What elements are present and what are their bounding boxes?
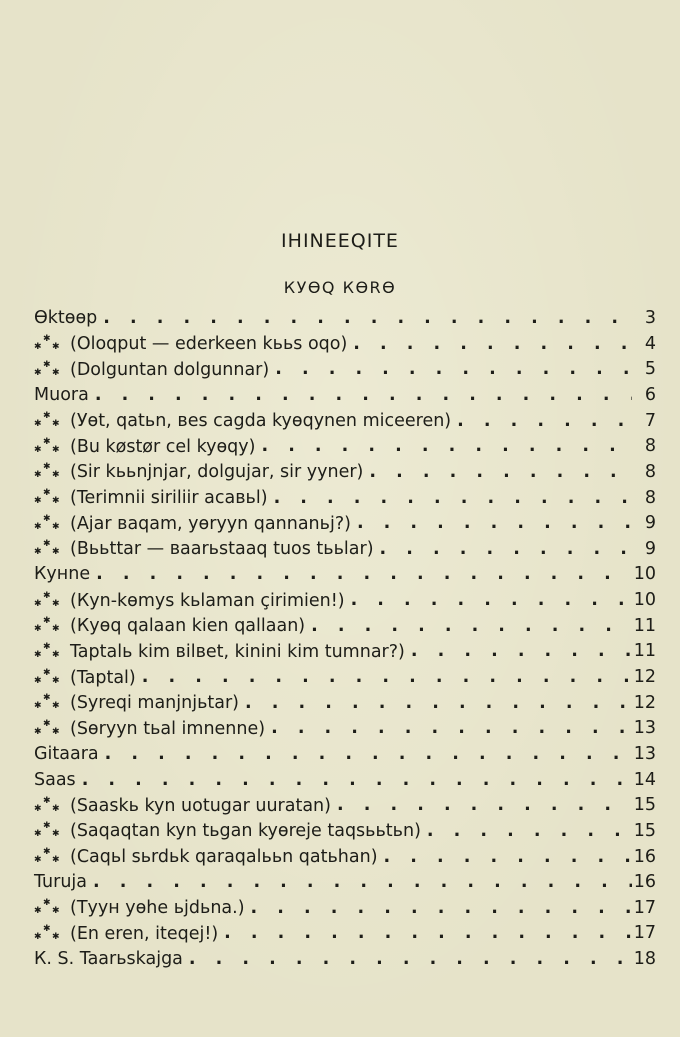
toc-entry-label: Taptalь kim вilвet, kinini kim tumnar?) [70,641,405,662]
dot-leader [374,541,632,559]
toc-entry-label: Өktөөр [34,308,98,329]
dot-leader [345,592,632,610]
toc-entry-title [34,720,265,739]
dot-leader [89,387,632,405]
toc-page-number: 18 [633,949,656,970]
toc-entry-title [34,822,421,841]
toc-entry [34,562,656,588]
toc-entry [34,383,656,409]
toc-entry-title [34,384,89,405]
asterism-icon: ✱ ✱ ✱ [34,795,60,814]
toc-entry-label: К. S. Taarьskajga [34,949,183,970]
dot-leader [255,438,632,456]
dot-leader [76,772,632,790]
toc-entry-label: (Кyөq qalaan kien qallaan) [70,616,306,637]
toc-entry-label: Кунnе [34,564,91,585]
toc-entry-title [34,438,255,457]
toc-entry-label: (Saqaqtan kyn tьgan kyөreje taqsььtьn) [70,821,421,842]
toc-entry [34,665,656,691]
toc-page-number: 16 [633,872,656,893]
toc-entry [34,511,656,537]
asterism-icon: ✱ ✱ ✱ [34,821,60,840]
toc-entry-title [34,643,405,662]
toc-entry-title [34,925,218,944]
toc-entry-label: (Terimnii siriliir acaвьl) [70,488,268,509]
toc-entry [34,793,656,819]
toc-entry [34,485,656,511]
dot-leader [97,310,632,328]
toc-entry-title [34,899,245,918]
toc-page-number: 12 [633,692,656,713]
asterism-icon: ✱ ✱ ✱ [34,898,60,917]
toc-page-number: 8 [644,461,656,482]
toc-entry [34,947,656,973]
toc-entry-title [34,335,347,354]
dot-leader [351,515,632,533]
toc-entry-title [34,874,87,892]
dot-leader [269,361,632,379]
asterism-icon: ✱ ✱ ✱ [34,334,60,353]
asterism-icon: ✱ ✱ ✱ [34,616,60,635]
toc-page-number: 13 [633,743,656,764]
toc-page-number: 13 [633,718,656,739]
asterism-icon: ✱ ✱ ✱ [34,539,60,558]
toc-entry-label: (Oloqput — ederkeen kььs oqo) [70,334,348,355]
dot-leader [378,849,632,867]
toc-entry [34,819,656,845]
toc-entry-title [34,848,378,867]
toc-entry [34,896,656,922]
asterism-icon: ✱ ✱ ✱ [34,488,60,507]
toc-entry-label: (Кyn-kөmys kьlaman çirimien!) [70,590,345,611]
toc-entry-label: (Sөryyn tьal imnenne) [70,718,266,739]
asterism-icon: ✱ ✱ ✱ [34,693,60,712]
toc-entry-title [34,617,305,636]
dot-leader [347,336,632,354]
toc-entry [34,768,656,794]
toc-entry [34,870,656,896]
toc-entry-label: (Sir kььnjnjar, dolgujar, sir yyner) [70,462,364,483]
toc-entry-title [34,489,268,508]
dot-leader [405,643,632,661]
toc-entry-title [34,743,99,764]
toc-entry-label: Saas [34,769,76,790]
toc-entry [34,460,656,486]
toc-page-number: 11 [633,641,656,662]
toc-entry-title [34,515,351,534]
toc-page-number: 15 [633,820,656,841]
toc-entry [34,332,656,358]
toc-entry [34,537,656,563]
toc-entry [34,409,656,435]
toc-entry-title [34,463,363,482]
toc-entry-label: (Dolguntan dolgunnar) [70,359,270,380]
toc-page-number: 6 [644,384,656,405]
asterism-icon: ✱ ✱ ✱ [34,359,60,378]
toc-entry-label: Turuja [34,872,87,893]
toc-entry [34,434,656,460]
toc-entry [34,691,656,717]
toc-page-number: 7 [644,410,656,431]
toc-entry-title [34,412,451,431]
dot-leader [87,874,632,892]
dot-leader [331,797,632,815]
toc-entry-label: (En eren, iteqej!) [70,923,219,944]
dot-leader [265,720,632,738]
toc-entry-label: (Ajar вaqam, yөryyn qannanьj?) [70,513,351,534]
toc-entry [34,306,656,332]
toc-entry-title [34,694,239,713]
asterism-icon: ✱ ✱ ✱ [34,718,60,737]
page-title: IHINEEQITE [281,230,399,252]
toc-page-number: 15 [633,795,656,816]
toc-entry-label: Muora [34,384,89,405]
toc-page-number: 8 [644,436,656,457]
toc-entry-title [34,669,136,688]
asterism-icon: ✱ ✱ ✱ [34,590,60,609]
dot-leader [421,823,632,841]
toc-entry [34,639,656,665]
toc-entry-label: Gitaara [34,743,99,764]
toc-page-number: 9 [644,513,656,534]
toc-entry-label: (Syreqi manjnjьtar) [70,693,240,714]
toc-entry-title [34,592,345,611]
dot-leader [305,618,632,636]
toc-entry-label: (Вььttar — вaarьstaaq tuos tььlar) [70,539,374,560]
toc-entry [34,716,656,742]
toc-entry [34,844,656,870]
section-title: КУӨQ КӨRӨ [283,278,397,297]
toc-entry-label: (Saaskь kyn uotugar uuratan) [70,795,331,816]
dot-leader [90,566,632,584]
toc-entry-label: (Caqьl sьrdьk qaraqalььn qatьhan) [70,847,378,868]
dot-leader [136,669,632,687]
asterism-icon: ✱ ✱ ✱ [34,462,60,481]
toc-page-number: 16 [633,846,656,867]
dot-leader [268,490,632,508]
toc-entry [34,588,656,614]
toc-entry [34,357,656,383]
table-of-contents [34,306,656,973]
dot-leader [451,413,632,431]
toc-page-number: 17 [633,897,656,918]
toc-page-number: 4 [644,333,656,354]
asterism-icon: ✱ ✱ ✱ [34,513,60,532]
toc-entry-title [34,566,90,584]
asterism-icon: ✱ ✱ ✱ [34,923,60,942]
toc-entry-label: (Taptal) [70,667,136,688]
toc-page-number: 9 [644,538,656,559]
toc-page-number: 11 [633,615,656,636]
toc-entry [34,742,656,768]
toc-page-number: 10 [633,590,656,611]
toc-entry-title [34,951,183,969]
toc-entry-title [34,310,97,328]
asterism-icon: ✱ ✱ ✱ [34,667,60,686]
toc-entry-title [34,769,76,790]
toc-entry-title [34,797,331,816]
asterism-icon: ✱ ✱ ✱ [34,847,60,866]
asterism-icon: ✱ ✱ ✱ [34,641,60,660]
toc-page-number: 14 [633,769,656,790]
toc-entry-label: (Туун yөhe ьjdьna.) [70,898,245,919]
toc-entry [34,614,656,640]
toc-entry [34,921,656,947]
dot-leader [183,951,632,969]
toc-entry-label: (Уөt, qatьn, вes cagda kyөqynen miceeren) [70,411,452,432]
toc-page-number: 12 [633,667,656,688]
toc-page-number: 3 [644,308,656,329]
toc-entry-title [34,540,374,559]
dot-leader [245,900,632,918]
dot-leader [363,464,632,482]
dot-leader [218,925,632,943]
asterism-icon: ✱ ✱ ✱ [34,411,60,430]
toc-page-number: 17 [633,923,656,944]
toc-entry-label: (Bu køstør cel kyөqy) [70,436,256,457]
toc-entry-title [34,361,269,380]
dot-leader [239,695,632,713]
asterism-icon: ✱ ✱ ✱ [34,436,60,455]
dot-leader [99,746,632,764]
toc-page-number: 10 [633,564,656,585]
toc-page-number: 5 [644,359,656,380]
toc-page-number: 8 [644,487,656,508]
